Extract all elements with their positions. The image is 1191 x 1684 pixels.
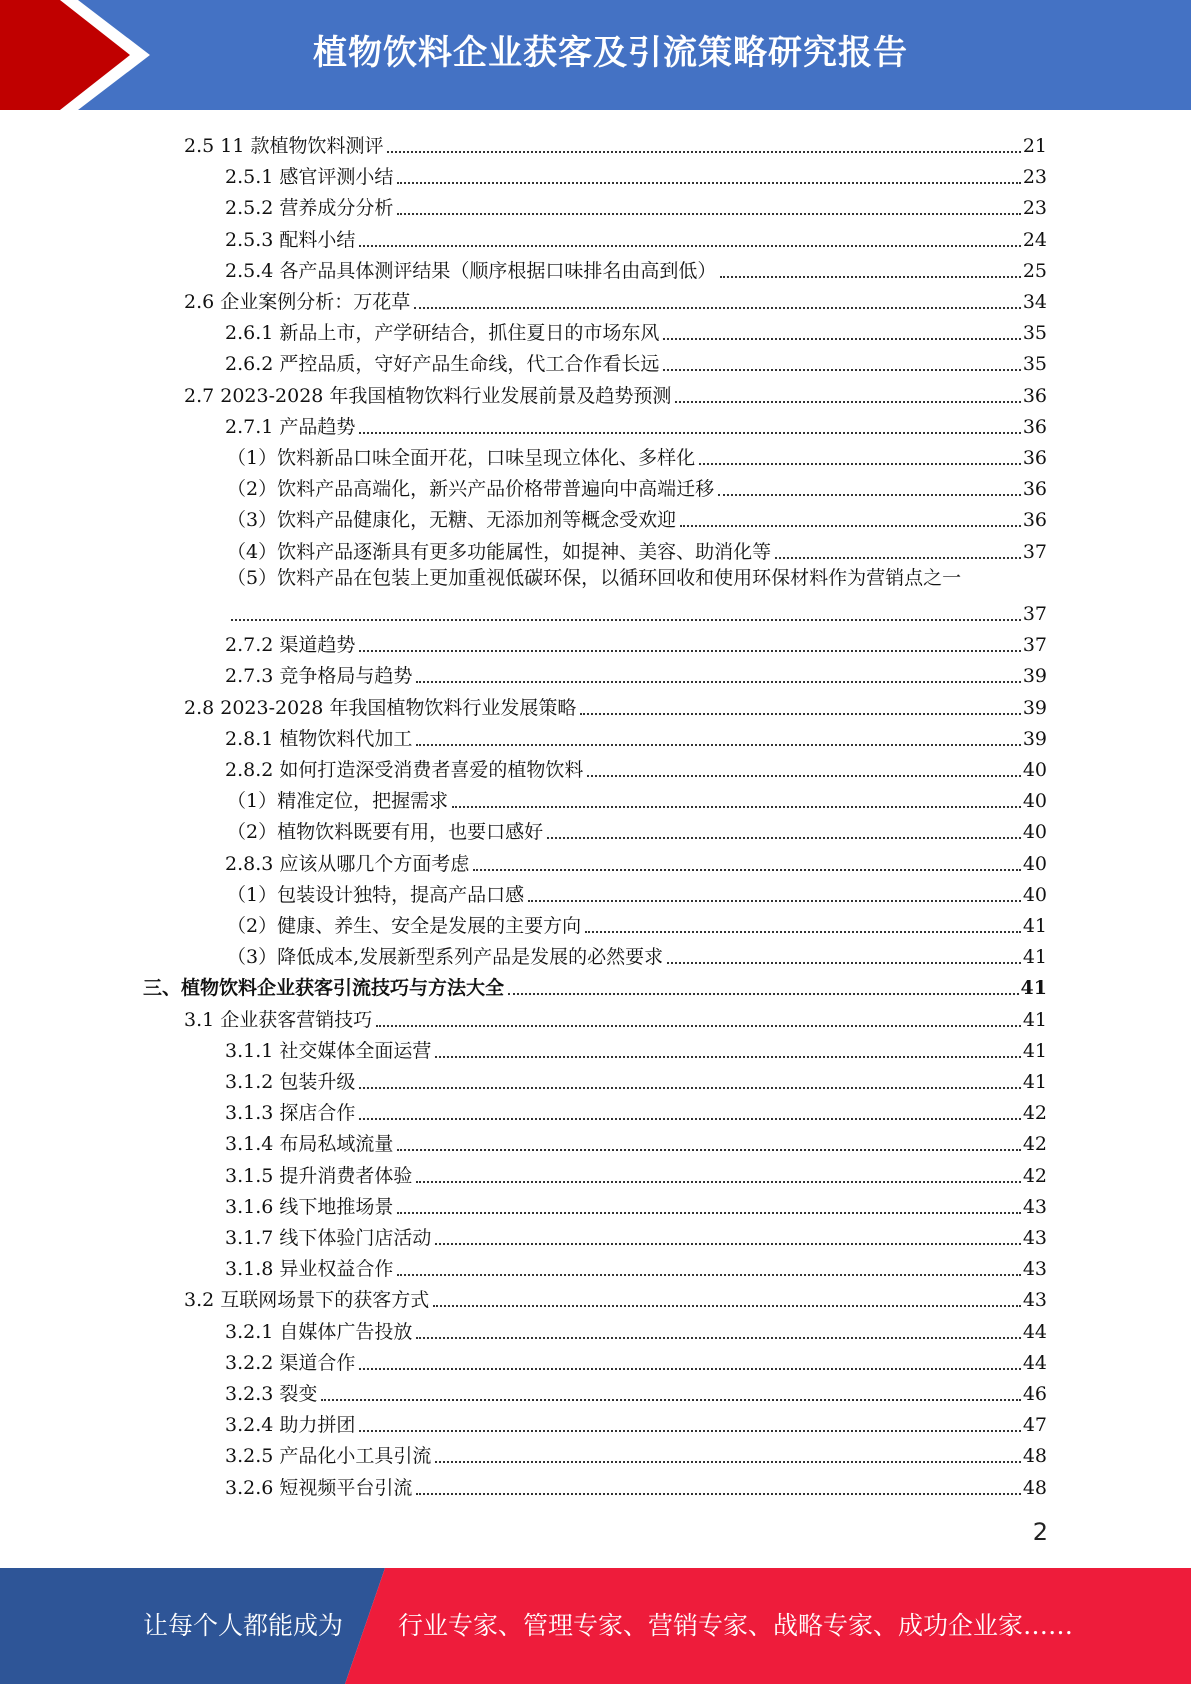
toc-entry-label: 2.5.1 感官评测小结	[225, 166, 394, 189]
toc-dot-leader	[433, 1305, 1021, 1307]
toc-entry-page: 42	[1022, 1133, 1047, 1156]
toc-entry-page: 25	[1022, 259, 1047, 282]
toc-entry[interactable]	[227, 471, 1047, 502]
toc-entry-label: 2.5.4 各产品具体测评结果（顺序根据口味排名由高到低）	[225, 259, 717, 282]
toc-entry-label: （1）饮料新品口味全面开花，口味呈现立体化、多样化	[227, 447, 696, 469]
toc-dot-leader	[587, 775, 1020, 777]
toc-entry-label: 3.1.2 包装升级	[225, 1071, 356, 1093]
toc-dot-leader	[547, 837, 1021, 839]
toc-entry-page: 23	[1022, 197, 1047, 220]
toc-entry[interactable]	[225, 1376, 1047, 1407]
toc-entry-page: 44	[1022, 1320, 1047, 1343]
toc-entry-page: 39	[1022, 727, 1047, 750]
toc-entry-label: 2.7.3 竞争格局与趋势	[225, 665, 413, 688]
toc-entry-page: 41	[1022, 1008, 1047, 1031]
toc-entry-label: 3.2.1 自媒体广告投放	[225, 1320, 413, 1343]
toc-dot-leader	[397, 1274, 1020, 1276]
toc-entry-page: 40	[1022, 821, 1047, 844]
toc-entry[interactable]	[227, 440, 1047, 471]
report-title: 植物饮料企业获客及引流策略研究报告	[313, 33, 908, 73]
toc-entry-label: 3.2.6 短视频平台引流	[225, 1476, 413, 1499]
toc-entry[interactable]	[225, 1407, 1047, 1438]
toc-dot-leader	[435, 1056, 1020, 1058]
toc-dot-leader	[397, 182, 1020, 184]
toc-entry-label: 2.8.3 应该从哪几个方面考虑	[225, 852, 470, 875]
toc-entry-page: 40	[1022, 883, 1047, 906]
toc-dot-leader	[663, 338, 1020, 340]
toc-entry-page: 48	[1022, 1476, 1047, 1499]
toc-dot-leader	[667, 962, 1021, 964]
toc-entry[interactable]	[225, 1095, 1047, 1126]
toc-entry-label: 3.2.2 渠道合作	[225, 1351, 356, 1374]
toc-dot-leader	[397, 1149, 1020, 1151]
toc-dot-leader	[359, 432, 1020, 434]
toc-entry-page: 34	[1022, 291, 1047, 313]
toc-dot-leader	[359, 1087, 1020, 1089]
toc-entry-page: 36	[1022, 509, 1047, 532]
toc-entry-page: 42	[1022, 1164, 1047, 1187]
toc-entry-page: 35	[1022, 353, 1047, 376]
toc-entry[interactable]	[227, 908, 1047, 939]
toc-entry-label: 3.1.6 线下地推场景	[225, 1195, 394, 1218]
toc-entry[interactable]	[225, 1470, 1047, 1501]
toc-entry-label: 2.5.3 配料小结	[225, 228, 356, 251]
toc-entry[interactable]	[225, 1345, 1047, 1376]
toc-dot-leader	[416, 1493, 1020, 1495]
toc-entry[interactable]	[227, 939, 1047, 970]
toc-entry[interactable]	[227, 502, 1047, 533]
toc-dot-leader	[376, 1025, 1021, 1027]
toc-dot-leader	[720, 276, 1020, 278]
toc-entry-label: 2.5.2 营养成分分析	[225, 197, 394, 220]
toc-entry-page: 21	[1022, 135, 1047, 157]
toc-entry[interactable]	[225, 721, 1047, 752]
toc-entry-page: 36	[1022, 415, 1047, 438]
toc-entry[interactable]	[225, 1126, 1047, 1157]
toc-entry-label: 2.6 企业案例分析：万花草	[184, 291, 411, 313]
toc-entry-page: 46	[1022, 1383, 1047, 1405]
toc-dot-leader	[359, 1118, 1020, 1120]
toc-dot-leader	[452, 806, 1021, 808]
toc-dot-leader	[359, 1430, 1020, 1432]
toc-entry-label: 三、植物饮料企业获客引流技巧与方法大全	[143, 977, 505, 1000]
toc-entry[interactable]	[227, 534, 1047, 565]
toc-entry-page: 41	[1022, 1071, 1047, 1093]
toc-entry[interactable]	[225, 846, 1047, 877]
toc-entry[interactable]	[184, 378, 1047, 409]
toc-dot-leader	[416, 1337, 1020, 1339]
page-number: 2	[1032, 1518, 1048, 1546]
toc-entry-page: 43	[1022, 1195, 1047, 1218]
toc-entry[interactable]	[225, 627, 1047, 658]
toc-entry[interactable]	[225, 658, 1047, 689]
toc-entry-page: 48	[1022, 1445, 1047, 1468]
toc-dot-leader	[397, 1212, 1020, 1214]
toc-dot-leader	[718, 494, 1021, 496]
toc-entry[interactable]	[225, 253, 1047, 284]
toc-entry-page: 44	[1022, 1351, 1047, 1374]
toc-entry-label: 2.8 2023-2028 年我国植物饮料行业发展策略	[184, 696, 577, 719]
toc-entry[interactable]	[225, 1438, 1047, 1469]
toc-entry[interactable]	[225, 1064, 1047, 1095]
toc-dot-leader	[699, 463, 1021, 465]
toc-entry-label: 3.1 企业获客营销技巧	[184, 1008, 373, 1031]
toc-entry[interactable]	[231, 596, 1047, 627]
toc-entry[interactable]	[225, 1251, 1047, 1282]
toc-entry-label: 3.1.5 提升消费者体验	[225, 1164, 413, 1187]
toc-entry-page: 43	[1022, 1227, 1047, 1249]
toc-entry[interactable]	[225, 190, 1047, 221]
toc-entry-page: 41	[1022, 915, 1047, 937]
toc-entry-label: 3.2.4 助力拼团	[225, 1414, 356, 1437]
toc-entry-page: 40	[1022, 790, 1047, 813]
toc-entry-page: 41	[1022, 1039, 1047, 1062]
toc-dot-leader	[416, 681, 1020, 683]
toc-entry-page: 23	[1022, 166, 1047, 189]
toc-entry-page: 36	[1022, 478, 1047, 501]
toc-entry-page: 39	[1022, 665, 1047, 688]
toc-entry-label: （3）降低成本,发展新型系列产品是发展的必然要求	[227, 946, 664, 969]
toc-entry-label: （4）饮料产品逐渐具有更多功能属性，如提神、美容、助消化等	[227, 540, 772, 563]
toc-entry-page: 37	[1022, 603, 1047, 625]
toc-entry[interactable]	[227, 783, 1047, 814]
toc-dot-leader	[435, 1461, 1020, 1463]
toc-entry-page: 39	[1022, 696, 1047, 719]
toc-dot-leader	[585, 931, 1021, 933]
toc-dot-leader	[416, 1181, 1020, 1183]
toc-entry[interactable]	[225, 346, 1047, 377]
toc-entry-label: 3.2 互联网场景下的获客方式	[184, 1289, 430, 1312]
toc-entry-page: 41	[1022, 946, 1047, 969]
toc-dot-leader	[775, 557, 1021, 559]
toc-entry[interactable]	[225, 752, 1047, 783]
page-header	[0, 0, 1191, 110]
toc-entry-label: 3.1.4 布局私域流量	[225, 1133, 394, 1156]
toc-entry-page: 36	[1022, 384, 1047, 407]
toc-entry-page: 24	[1022, 228, 1047, 251]
toc-entry[interactable]	[227, 877, 1047, 908]
toc-entry-label: 3.2.5 产品化小工具引流	[225, 1445, 432, 1468]
toc-entry-label: （2）饮料产品高端化，新兴产品价格带普遍向中高端迁移	[227, 478, 715, 501]
toc-entry-page: 41	[1020, 977, 1047, 1000]
toc-entry-label: 3.1.7 线下体验门店活动	[225, 1227, 432, 1249]
toc-entry-page: 40	[1022, 759, 1047, 781]
toc-entry[interactable]	[184, 1282, 1047, 1313]
toc-entry[interactable]	[184, 1002, 1047, 1033]
toc-dot-leader	[231, 619, 1021, 621]
toc-entry-label: 2.7.2 渠道趋势	[225, 634, 356, 657]
toc-entry[interactable]	[225, 1220, 1047, 1251]
toc-entry-label: （2）植物饮料既要有用，也要口感好	[227, 821, 544, 844]
page-footer	[0, 1568, 1191, 1684]
toc-entry-label: 2.7.1 产品趋势	[225, 415, 356, 438]
toc-entry-label: 2.5 11 款植物饮料测评	[184, 135, 384, 157]
toc-entry-page: 36	[1022, 447, 1047, 469]
footer-slogan-right: 行业专家、管理专家、营销专家、战略专家、成功企业家……	[398, 1611, 1074, 1640]
toc-dot-leader	[675, 401, 1020, 403]
toc-entry[interactable]	[227, 814, 1047, 845]
toc-entry[interactable]	[225, 159, 1047, 190]
toc-dot-leader	[680, 525, 1021, 527]
toc-dot-leader	[359, 650, 1020, 652]
toc-entry[interactable]	[225, 222, 1047, 253]
toc-entry-label: 2.8.1 植物饮料代加工	[225, 727, 413, 750]
toc-entry[interactable]	[225, 1158, 1047, 1189]
toc-entry[interactable]	[184, 690, 1047, 721]
toc-entry-label: （3）饮料产品健康化，无糖、无添加剂等概念受欢迎	[227, 509, 677, 532]
toc-entry-label: （1）精准定位，把握需求	[227, 790, 449, 813]
toc-entry-page: 43	[1022, 1258, 1047, 1281]
toc-entry[interactable]	[184, 128, 1047, 159]
toc-entry-label[interactable]: （5）饮料产品在包装上更加重视低碳环保，以循环回收和使用环保材料作为营销点之一	[227, 566, 962, 589]
toc-dot-leader	[359, 1368, 1020, 1370]
toc-dot-leader	[473, 869, 1020, 871]
toc-dot-leader	[321, 1399, 1020, 1401]
toc-entry-label: 2.6.1 新品上市，产学研结合，抓住夏日的市场东风	[225, 322, 660, 345]
toc-entry-label: （2）健康、养生、安全是发展的主要方向	[227, 915, 582, 937]
toc-entry-label: （1）包装设计独特，提高产品口感	[227, 883, 525, 906]
toc-dot-leader	[435, 1243, 1020, 1245]
toc-entry[interactable]	[225, 1189, 1047, 1220]
toc-dot-leader	[663, 369, 1020, 371]
toc-entry[interactable]	[225, 409, 1047, 440]
toc-entry-label: 3.1.8 异业权益合作	[225, 1258, 394, 1281]
toc-entry-label: 2.6.2 严控品质，守好产品生命线，代工合作看长远	[225, 353, 660, 376]
toc-entry[interactable]	[225, 1033, 1047, 1064]
toc-dot-leader	[528, 900, 1021, 902]
toc-entry[interactable]	[143, 970, 1047, 1001]
footer-slogan-left: 让每个人都能成为	[143, 1611, 344, 1640]
toc-entry-page: 37	[1022, 540, 1047, 563]
toc-dot-leader	[387, 151, 1020, 153]
toc-entry[interactable]	[184, 284, 1047, 315]
toc-dot-leader	[580, 713, 1020, 715]
toc-entry-page: 40	[1022, 852, 1047, 875]
toc-entry-label: 3.2.3 裂变	[225, 1383, 318, 1405]
toc-entry-page: 47	[1022, 1414, 1047, 1437]
toc-entry-page: 37	[1022, 634, 1047, 657]
toc-dot-leader	[359, 245, 1020, 247]
toc-dot-leader	[416, 744, 1020, 746]
toc-entry-label: 3.1.1 社交媒体全面运营	[225, 1039, 432, 1062]
toc-entry-page: 42	[1022, 1102, 1047, 1125]
toc-dot-leader	[397, 213, 1020, 215]
toc-entry-page: 35	[1022, 322, 1047, 345]
toc-entry-label: 2.7 2023-2028 年我国植物饮料行业发展前景及趋势预测	[184, 384, 672, 407]
toc-dot-leader	[414, 307, 1021, 309]
toc-dot-leader	[508, 993, 1019, 995]
toc-entry-label: 2.8.2 如何打造深受消费者喜爱的植物饮料	[225, 759, 584, 781]
toc-entry-page: 43	[1022, 1289, 1047, 1312]
toc-entry[interactable]	[225, 1314, 1047, 1345]
toc-entry-label: 3.1.3 探店合作	[225, 1102, 356, 1125]
toc-entry[interactable]	[225, 315, 1047, 346]
